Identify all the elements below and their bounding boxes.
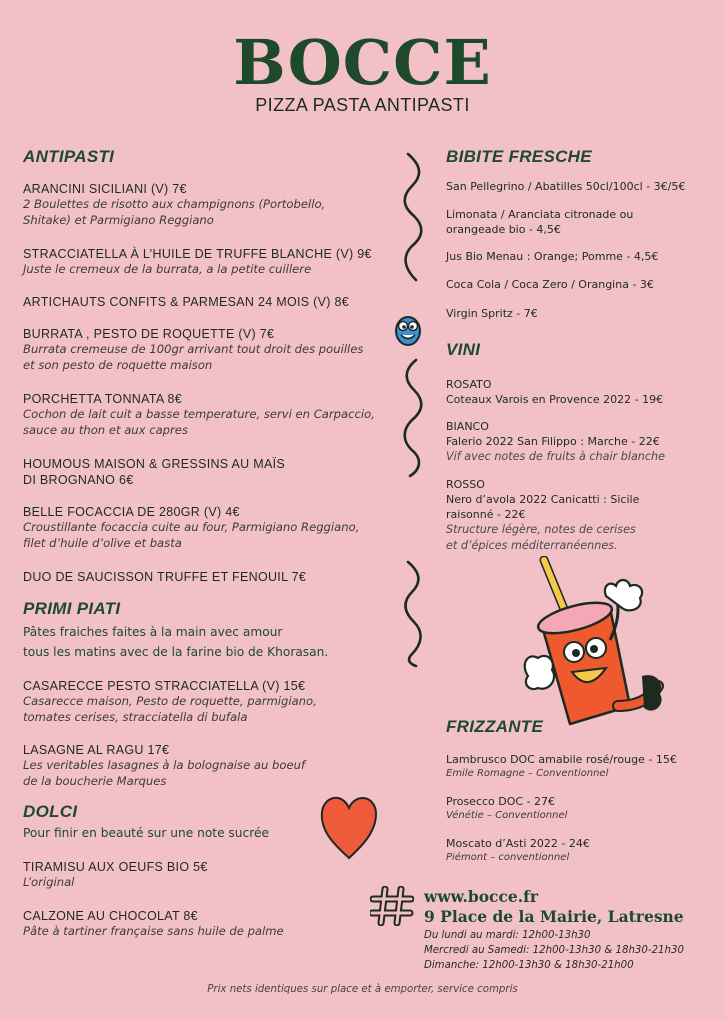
drink-name: San Pellegrino / Abatilles 50cl/100cl - 3€/5€ bbox=[446, 180, 686, 193]
item-name: CASARECCE PESTO STRACCIATELLA (V) 15€ bbox=[23, 679, 306, 693]
section-title-frizzante: FRIZZANTE bbox=[446, 717, 544, 736]
menu-item bbox=[23, 326, 393, 373]
item-desc: Shitake) et Parmigiano Reggiano bbox=[23, 212, 214, 227]
brand-tagline: PIZZA PASTA ANTIPASTI bbox=[255, 95, 470, 115]
sparkling-name: Prosecco DOC - 27€ bbox=[446, 795, 556, 808]
wine-item bbox=[446, 377, 716, 407]
sparkling-origin: Vénétie – Conventionnel bbox=[446, 810, 568, 821]
item-name: HOUMOUS MAISON & GRESSINS AU MAÏS bbox=[23, 457, 286, 471]
item-name: TIRAMISU AUX OEUFS BIO 5€ bbox=[23, 860, 208, 874]
item-name: ARANCINI SICILIANI (V) 7€ bbox=[23, 182, 187, 196]
wine-desc: et d’épices méditerranéennes. bbox=[446, 538, 618, 552]
primi-intro-line: Pâtes fraiches faites à la main avec amour bbox=[23, 625, 283, 639]
drink-item bbox=[446, 249, 716, 264]
drink-name: Coca Cola / Coca Zero / Orangina - 3€ bbox=[446, 278, 654, 291]
wine-name: raisonné - 22€ bbox=[446, 508, 526, 521]
item-name: PORCHETTA TONNATA 8€ bbox=[23, 392, 183, 406]
drink-name: Jus Bio Menau : Orange; Pomme - 4,5€ bbox=[446, 250, 659, 263]
squiggle-divider-icon bbox=[400, 152, 426, 282]
item-name: LASAGNE AL RAGU 17€ bbox=[23, 743, 170, 757]
menu-item bbox=[23, 456, 393, 488]
menu-item bbox=[23, 391, 393, 438]
drink-item bbox=[446, 306, 716, 321]
wine-name: Coteaux Varois en Provence 2022 - 19€ bbox=[446, 393, 664, 406]
website-link[interactable]: www.bocce.fr bbox=[424, 887, 539, 906]
heart-icon bbox=[318, 788, 380, 860]
wine-label: ROSSO bbox=[446, 478, 485, 491]
item-desc: tomates cerises, stracciatella di bufala bbox=[23, 709, 248, 724]
item-name: BURRATA , PESTO DE ROQUETTE (V) 7€ bbox=[23, 327, 275, 341]
brand-title: BOCCE bbox=[233, 26, 492, 99]
item-desc: 2 Boulettes de risotto aux champignons (Portobello, bbox=[23, 197, 326, 211]
opening-hours bbox=[424, 928, 719, 973]
item-desc: Pâte à tartiner française sans huile de palme bbox=[23, 924, 284, 938]
primi-intro bbox=[23, 623, 403, 662]
item-desc: et son pesto de roquette maison bbox=[23, 357, 213, 372]
squiggle-divider-icon bbox=[400, 560, 426, 668]
squiggle-divider-icon bbox=[400, 358, 426, 478]
section-title-primi: PRIMI PIATI bbox=[23, 599, 121, 618]
sparkling-origin: Piémont – conventionnel bbox=[446, 852, 570, 863]
menu-item bbox=[23, 294, 413, 310]
menu-item bbox=[23, 569, 393, 585]
sparkling-item bbox=[446, 836, 716, 865]
drink-name: orangeade bio - 4,5€ bbox=[446, 223, 561, 236]
item-desc: de la boucherie Marques bbox=[23, 773, 167, 788]
menu-item bbox=[23, 859, 353, 891]
item-desc: Les veritables lasagnes à la bolognaise au boeuf bbox=[23, 758, 306, 772]
item-desc: Croustillante focaccia cuite au four, Parmigiano Reggiano, bbox=[23, 520, 360, 534]
footer-note: Prix nets identiques sur place et à emporter, service compris bbox=[207, 984, 518, 995]
section-title-bibite: BIBITE FRESCHE bbox=[446, 147, 592, 166]
item-name: BELLE FOCACCIA DE 280GR (V) 4€ bbox=[23, 505, 240, 519]
drink-item bbox=[446, 207, 716, 237]
wine-desc: Vif avec notes de fruits à chair blanche bbox=[446, 450, 666, 463]
drink-name: Virgin Spritz - 7€ bbox=[446, 307, 538, 320]
drink-item bbox=[446, 277, 716, 292]
menu-item bbox=[23, 908, 353, 940]
item-desc: Cochon de lait cuit a basse temperature, servi en Carpaccio, bbox=[23, 407, 375, 421]
menu-item bbox=[23, 181, 393, 228]
hours-line: Mercredi au Samedi: 12h00-13h30 & 18h30-21h30 bbox=[424, 945, 684, 956]
drink-name: Limonata / Aranciata citronade ou bbox=[446, 208, 634, 221]
wine-desc: Structure légère, notes de cerises bbox=[446, 523, 636, 536]
sparkling-name: Moscato d’Asti 2022 - 24€ bbox=[446, 837, 590, 850]
cup-mascot-icon bbox=[518, 556, 668, 736]
sparkling-item bbox=[446, 794, 716, 823]
section-title-vini: VINI bbox=[446, 340, 481, 359]
item-name: DI BROGNANO 6€ bbox=[23, 473, 134, 487]
item-desc: L’original bbox=[23, 875, 75, 889]
hashtag-icon bbox=[370, 886, 414, 926]
wine-name: Nero d’avola 2022 Canicatti : Sicile bbox=[446, 493, 640, 506]
wine-name: Falerio 2022 San Filippo : Marche - 22€ bbox=[446, 435, 660, 448]
item-desc: filet d’huile d’olive et basta bbox=[23, 535, 182, 550]
dolci-intro: Pour finir en beauté sur une note sucrée bbox=[23, 826, 269, 840]
wine-item bbox=[446, 477, 716, 553]
item-name: STRACCIATELLA À L’HUILE DE TRUFFE BLANCHE (V) 9€ bbox=[23, 247, 372, 261]
hours-line: Dimanche: 12h00-13h30 & 18h30-21h00 bbox=[424, 960, 634, 971]
item-name: ARTICHAUTS CONFITS & PARMESAN 24 MOIS (V) 8€ bbox=[23, 295, 349, 309]
item-desc: sauce au thon et aux capres bbox=[23, 422, 188, 437]
address: 9 Place de la Mairie, Latresne bbox=[424, 907, 684, 926]
menu-item bbox=[23, 504, 393, 551]
section-title-dolci: DOLCI bbox=[23, 802, 78, 821]
item-name: DUO DE SAUCISSON TRUFFE ET FENOUIL 7€ bbox=[23, 570, 307, 584]
wine-item bbox=[446, 419, 716, 465]
sparkling-item bbox=[446, 752, 716, 781]
menu-item bbox=[23, 246, 413, 278]
sparkling-origin: Emile Romagne – Conventionnel bbox=[446, 768, 609, 779]
item-name: CALZONE AU CHOCOLAT 8€ bbox=[23, 909, 198, 923]
item-desc: Casarecce maison, Pesto de roquette, parmigiano, bbox=[23, 694, 317, 708]
item-desc: Burrata cremeuse de 100gr arrivant tout droit des pouilles bbox=[23, 342, 364, 356]
primi-intro-line: tous les matins avec de la farine bio de Khorasan. bbox=[23, 644, 329, 659]
section-title-antipasti: ANTIPASTI bbox=[23, 147, 115, 166]
menu-item bbox=[23, 678, 393, 725]
hours-line: Du lundi au mardi: 12h00-13h30 bbox=[424, 930, 591, 941]
drink-item bbox=[446, 179, 716, 194]
item-desc: Juste le cremeux de la burrata, a la petite cuillere bbox=[23, 262, 312, 276]
wine-label: BIANCO bbox=[446, 420, 489, 433]
menu-item bbox=[23, 742, 353, 789]
sparkling-name: Lambrusco DOC amabile rosé/rouge - 15€ bbox=[446, 753, 677, 766]
smiley-face-icon bbox=[392, 312, 424, 348]
wine-label: ROSATO bbox=[446, 378, 492, 391]
